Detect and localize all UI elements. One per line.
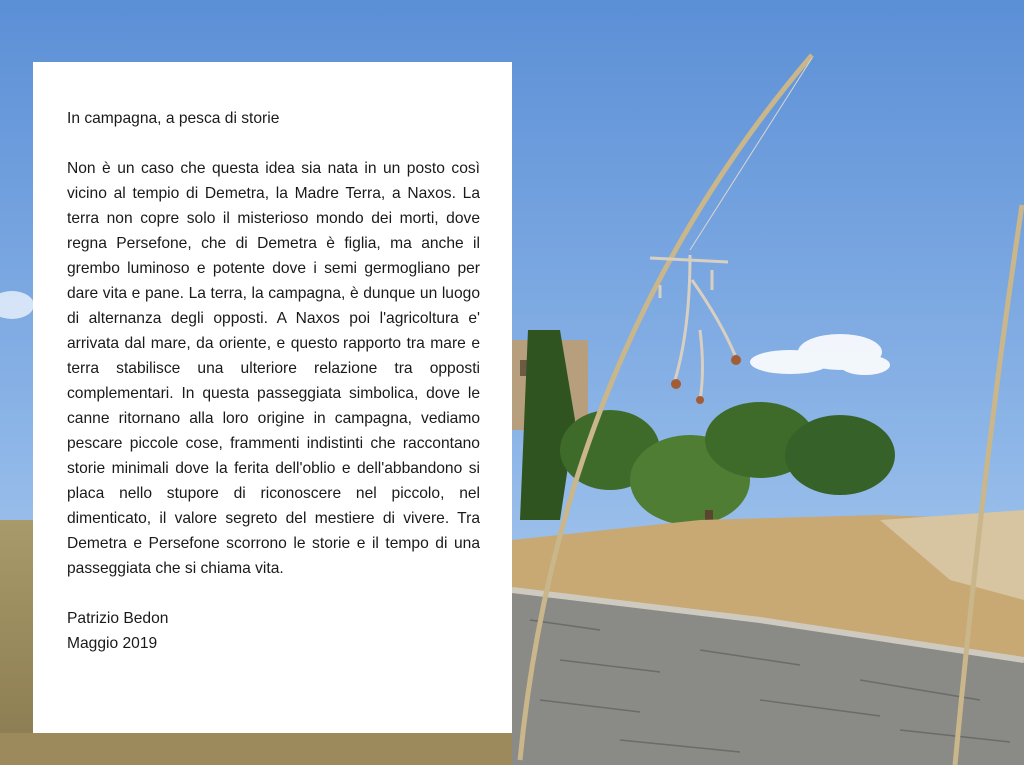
article-title: In campagna, a pesca di storie [67, 110, 280, 127]
article-body: Non è un caso che questa idea sia nata in un posto così vicino al tempio di Demetra, la Madre Terra, a Naxos. La terra non copre solo il misterioso mondo dei morti, dove regna Persefone, che di Demetra è figlia, ma anche il grembo luminoso e potente dove i semi germogliano per dare vita e pane. La terra, la campagna, è dunque un luogo di alternanza degli opposti. A Naxos poi l'agricoltura e' arrivata dal mare, da oriente, e questo rapporto tra mare e terra stabilisce una ulteriore relazione tra opposti complementari. In questa passeggiata simbolica, dove le canne ritornano alla loro origine in campagna, vediamo pescare piccole cose, frammenti indistinti che raccontano storie minimali dove la ferita dell'oblio e dell'abbandono si placa nello stupore di riconoscere nel piccolo, nel dimenticato, il valore segreto del mestiere di vivere. Tra Demetra e Persefone scorrono le storie e il tempo di una passeggiata che si chiama vita. [67, 160, 480, 577]
author-name: Patrizio Bedon [67, 610, 169, 627]
publication-date: Maggio 2019 [67, 635, 158, 652]
text-panel [33, 62, 512, 733]
